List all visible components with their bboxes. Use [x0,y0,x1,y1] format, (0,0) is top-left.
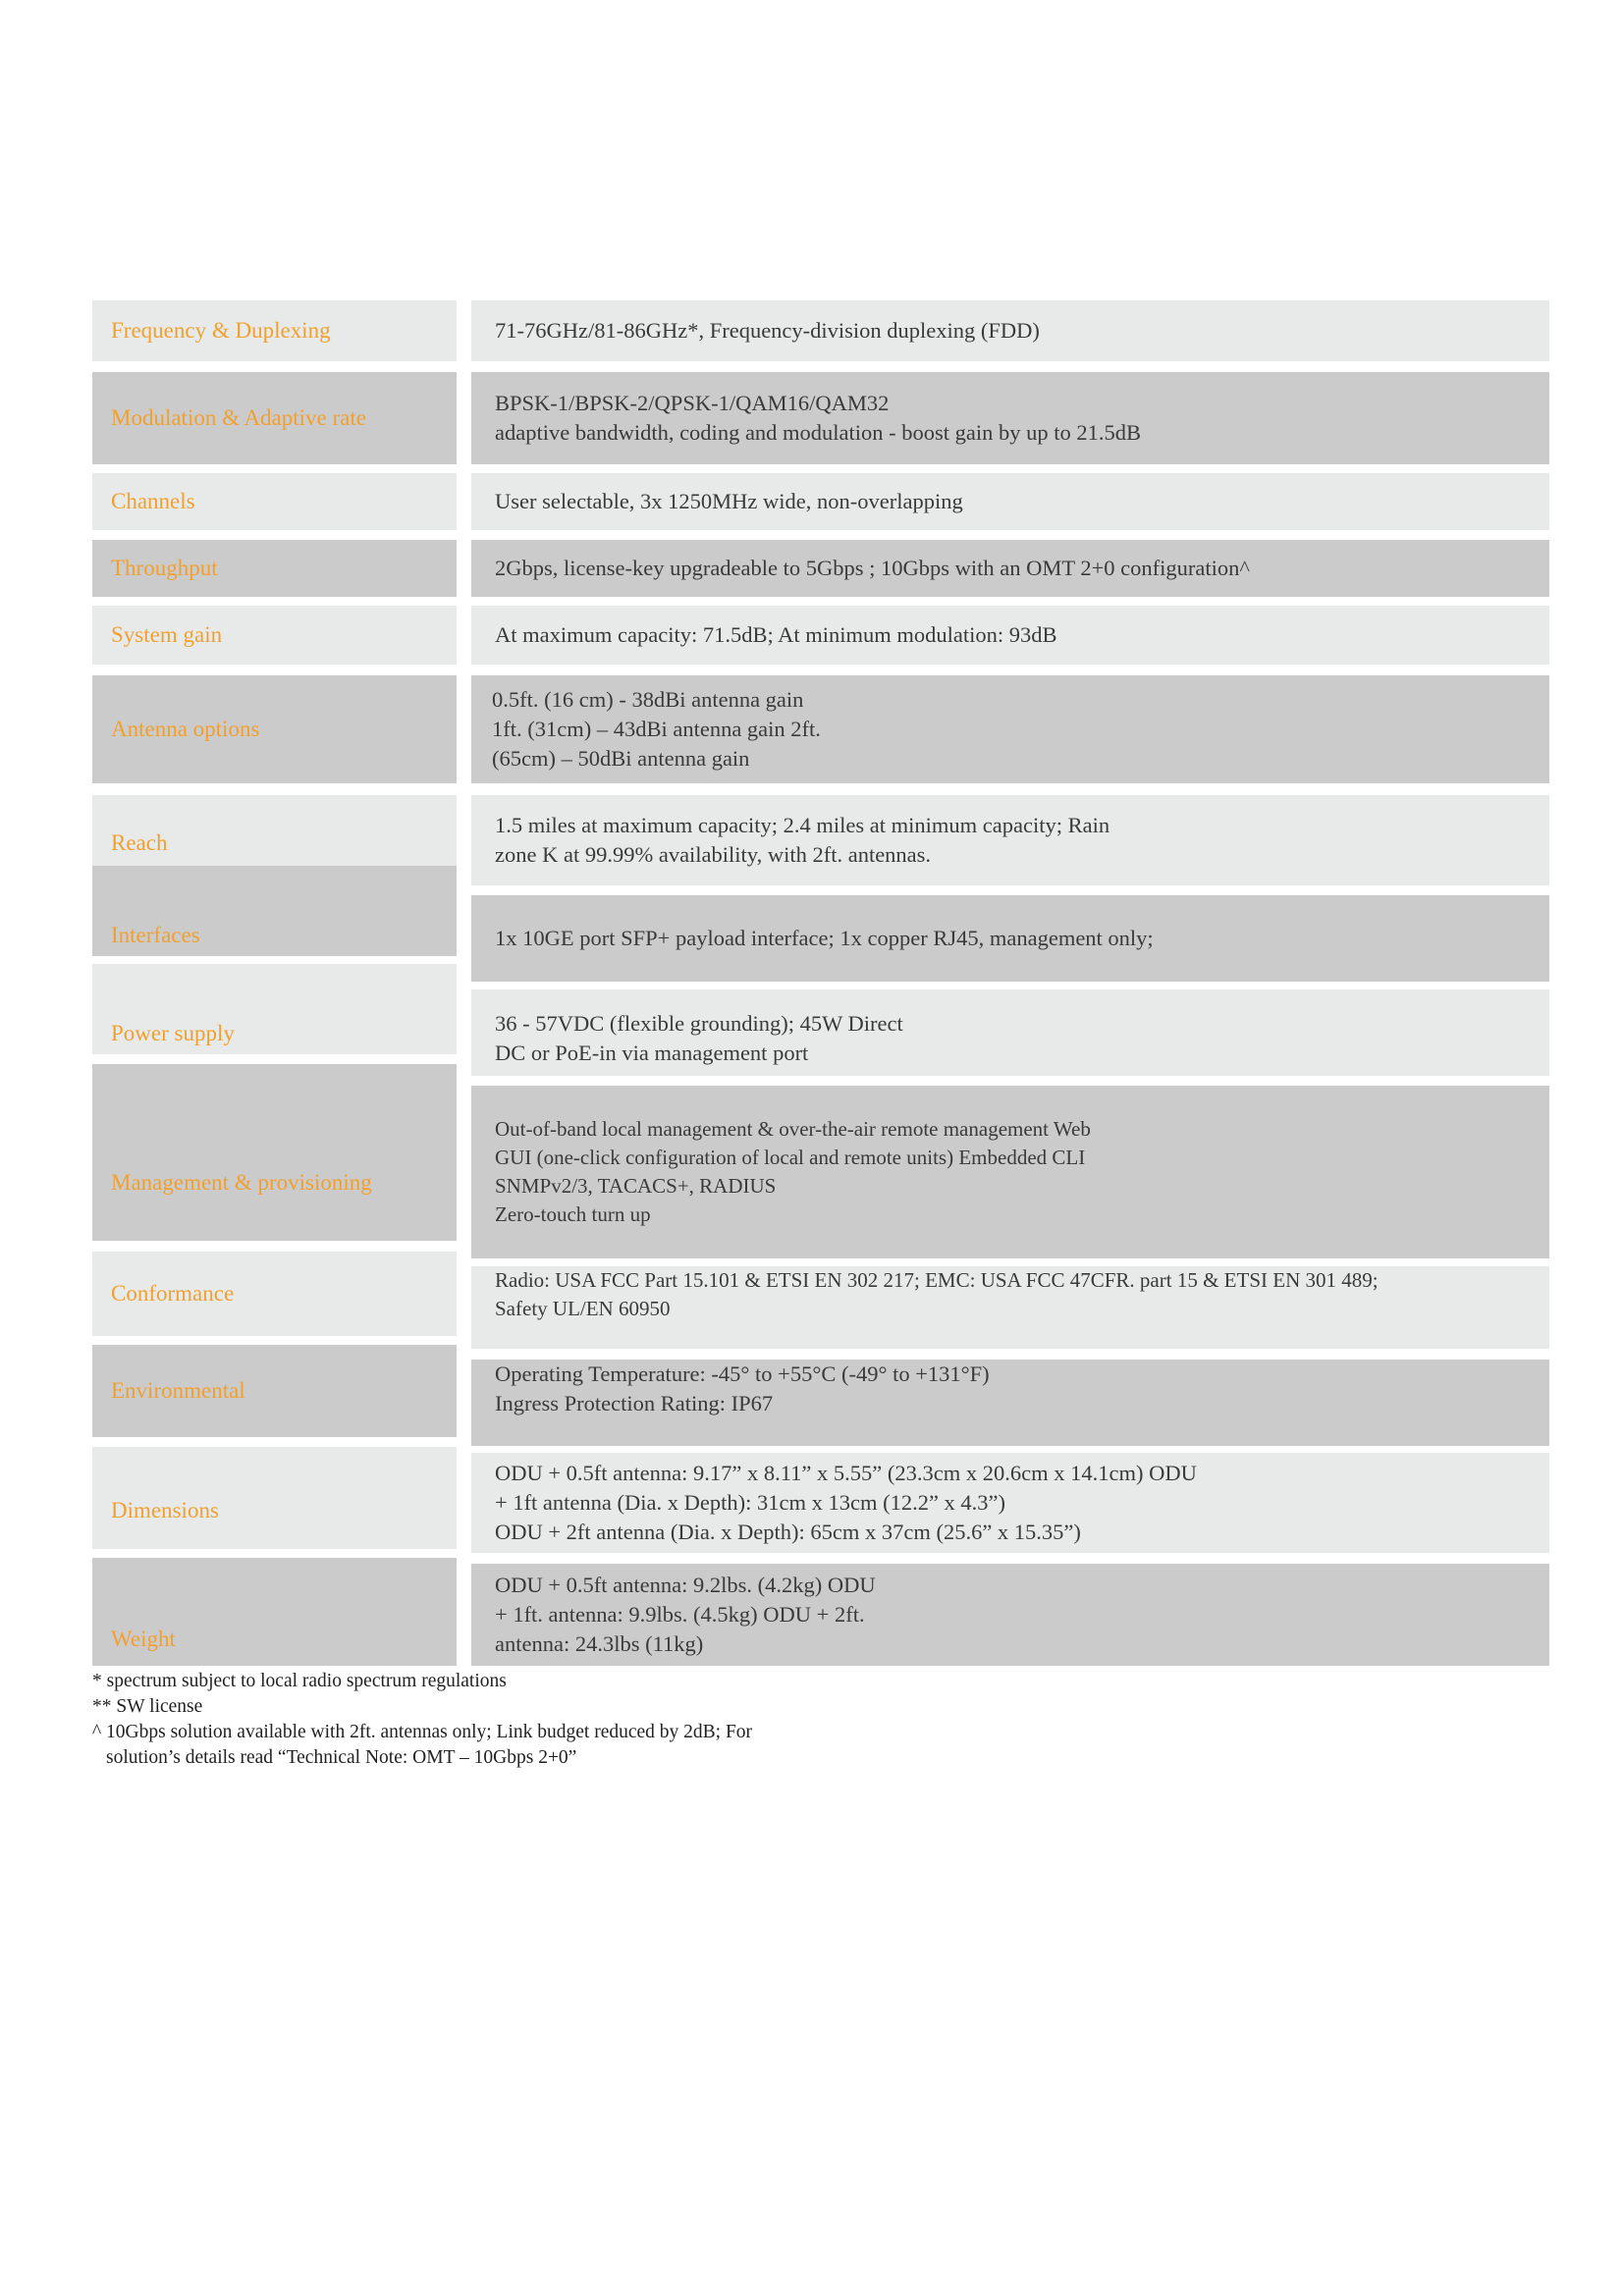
spec-value-dimensions [471,1453,1549,1553]
label-text: Weight [111,1627,176,1651]
spec-value-power-supply [471,989,1549,1076]
value-line: 36 - 57VDC (flexible grounding); 45W Direct [495,1011,903,1036]
value-line: 2Gbps, license-key upgradeable to 5Gbps ; 10Gbps with an OMT 2+0 configuration^ [495,556,1250,580]
spec-label-conformance [92,1252,457,1336]
value-line: Radio: USA FCC Part 15.101 & ETSI EN 302 217; EMC: USA FCC 47CFR. part 15 & ETSI EN 301 489; [495,1268,1379,1292]
value-line: ODU + 0.5ft antenna: 9.17” x 8.11” x 5.55” (23.3cm x 20.6cm x 14.1cm) ODU [495,1461,1197,1485]
footnote-10gbps-continued: solution’s details read “Technical Note: OMT – 10Gbps 2+0” [106,1747,577,1768]
value-line: 1x 10GE port SFP+ payload interface; 1x copper RJ45, management only; [495,926,1154,950]
spec-label-reach [92,795,457,866]
spec-value-interfaces [471,895,1549,982]
spec-label-modulation [92,372,457,464]
label-text: Interfaces [111,923,200,947]
spec-value-environmental [471,1360,1549,1446]
spec-label-antenna-options [92,675,457,783]
label-text: Dimensions [111,1498,219,1522]
value-line: At maximum capacity: 71.5dB; At minimum modulation: 93dB [495,622,1057,647]
label-text: Power supply [111,1021,235,1045]
footnote-10gbps: ^ 10Gbps solution available with 2ft. antennas only; Link budget reduced by 2dB; For [92,1722,753,1742]
spec-label-environmental [92,1345,457,1437]
value-line: Operating Temperature: -45° to +55°C (-49° to +131°F) [495,1362,990,1386]
value-line: SNMPv2/3, TACACS+, RADIUS [495,1174,777,1198]
spec-label-system-gain [92,606,457,665]
spec-value-conformance [471,1266,1549,1349]
spec-value-weight [471,1564,1549,1666]
spec-value-channels [471,473,1549,530]
spec-label-power-supply [92,964,457,1054]
spec-value-antenna-options [471,675,1549,783]
value-line: 0.5ft. (16 cm) - 38dBi antenna gain [492,687,804,712]
spec-value-throughput [471,540,1549,597]
spec-value-frequency [471,300,1549,361]
spec-label-dimensions [92,1447,457,1549]
spec-label-throughput [92,540,457,597]
value-line: ODU + 2ft antenna (Dia. x Depth): 65cm x 37cm (25.6” x 15.35”) [495,1520,1081,1544]
value-line: DC or PoE-in via management port [495,1041,809,1065]
value-line: adaptive bandwidth, coding and modulation - boost gain by up to 21.5dB [495,420,1142,445]
value-line: antenna: 24.3lbs (11kg) [495,1631,704,1656]
spec-value-reach [471,795,1549,885]
value-line: Safety UL/EN 60950 [495,1297,671,1320]
spec-value-system-gain [471,606,1549,665]
footnotes [92,1669,752,1771]
spec-label-management [92,1064,457,1241]
value-line: (65cm) – 50dBi antenna gain [492,746,750,771]
spec-label-weight [92,1558,457,1666]
label-text: Frequency & Duplexing [111,318,331,343]
spec-label-channels [92,473,457,530]
label-text: System gain [111,622,223,647]
value-line: Out-of-band local management & over-the-air remote management Web [495,1117,1091,1141]
spec-label-frequency [92,300,457,361]
spec-value-modulation [471,372,1549,464]
label-text: Throughput [111,556,218,580]
value-line: Zero-touch turn up [495,1202,651,1226]
value-line: 1.5 miles at maximum capacity; 2.4 miles at minimum capacity; Rain [495,813,1110,837]
value-line: 71-76GHz/81-86GHz*, Frequency-division duplexing (FDD) [495,318,1040,343]
label-text: Channels [111,489,195,513]
label-text: Antenna options [111,717,260,741]
value-line: Ingress Protection Rating: IP67 [495,1391,774,1415]
value-line: 1ft. (31cm) – 43dBi antenna gain 2ft. [492,717,821,741]
label-text: Conformance [111,1281,235,1306]
value-line: + 1ft. antenna: 9.9lbs. (4.5kg) ODU + 2ft. [495,1602,865,1627]
value-line: GUI (one-click configuration of local and remote units) Embedded CLI [495,1146,1086,1169]
label-text: Modulation & Adaptive rate [111,405,366,430]
value-line: ODU + 0.5ft antenna: 9.2lbs. (4.2kg) ODU [495,1573,876,1597]
value-line: BPSK-1/BPSK-2/QPSK-1/QAM16/QAM32 [495,391,890,415]
value-line: zone K at 99.99% availability, with 2ft. antennas. [495,842,932,867]
footnote-spectrum: * spectrum subject to local radio spectrum regulations [92,1671,507,1691]
spec-label-interfaces [92,866,457,956]
label-text: Environmental [111,1378,245,1403]
label-text: Reach [111,830,168,855]
footnote-sw-license: ** SW license [92,1696,203,1717]
value-line: User selectable, 3x 1250MHz wide, non-overlapping [495,489,963,513]
value-line: + 1ft antenna (Dia. x Depth): 31cm x 13cm (12.2” x 4.3”) [495,1490,1006,1515]
label-text: Management & provisioning [111,1170,372,1195]
spec-value-management [471,1086,1549,1258]
